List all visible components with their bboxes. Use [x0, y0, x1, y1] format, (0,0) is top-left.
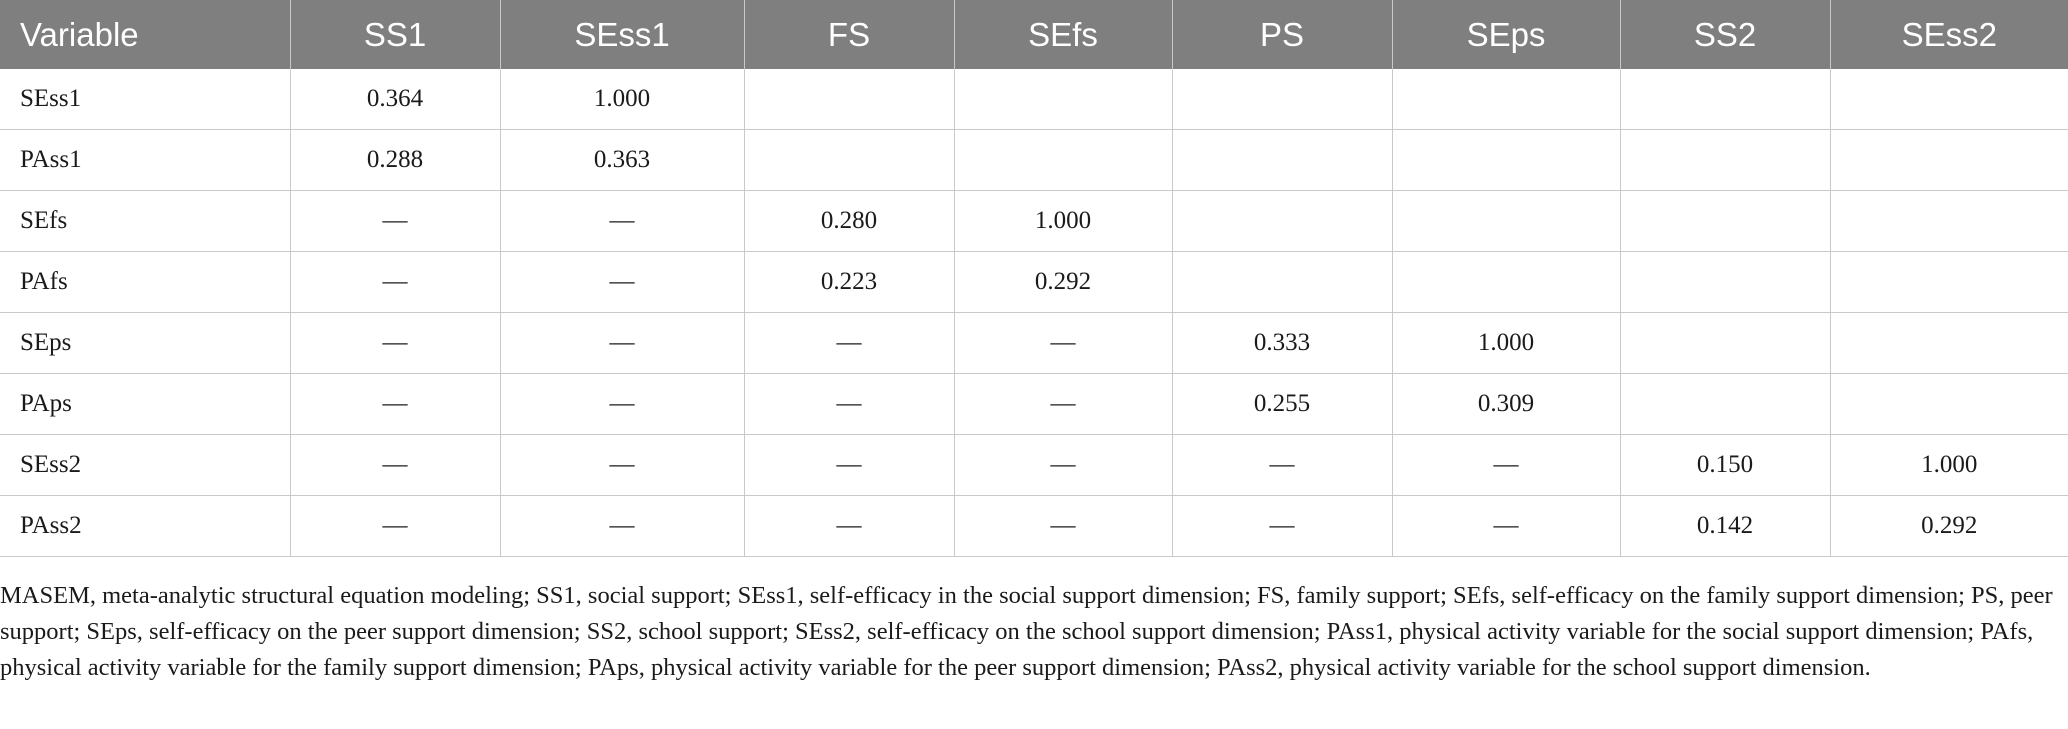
table-row: [0, 435, 2068, 496]
table-cell: [1392, 69, 1620, 130]
table-cell: —: [954, 374, 1172, 435]
table-cell: —: [290, 191, 500, 252]
table-cell: [1620, 69, 1830, 130]
row-label: SEss1: [0, 69, 290, 130]
table-cell: —: [1392, 435, 1620, 496]
table-cell: [1620, 313, 1830, 374]
row-label: SEss2: [0, 435, 290, 496]
table-cell: —: [744, 435, 954, 496]
table-cell: 0.280: [744, 191, 954, 252]
table-cell: [1172, 69, 1392, 130]
table-cell: —: [500, 313, 744, 374]
column-header-ss1: SS1: [290, 0, 500, 69]
table-cell: 0.255: [1172, 374, 1392, 435]
column-header-sefs: SEfs: [954, 0, 1172, 69]
table-cell: —: [290, 435, 500, 496]
table-cell: —: [500, 191, 744, 252]
table-row: [0, 69, 2068, 130]
table-cell: [1392, 252, 1620, 313]
table-cell: 0.309: [1392, 374, 1620, 435]
table-row: [0, 313, 2068, 374]
table-cell: —: [744, 313, 954, 374]
table-cell: 0.150: [1620, 435, 1830, 496]
table-row: [0, 130, 2068, 191]
table-cell: —: [500, 435, 744, 496]
table-footnote: MASEM, meta-analytic structural equation modeling; SS1, social support; SEss1, self-efficacy in the social support dimension; FS, family support; SEfs, self-efficacy on the family support dimension; PS, peer support; SEps, self-efficacy on the peer support dimension; SS2, school support; SEss2, self-efficacy on the school support dimension; PAss1, physical activity variable for the social support dimension; PAfs, physical activity variable for the family support dimension; PAps, physical activity variable for the peer support dimension; PAss2, physical activity variable for the school support dimension.: [0, 582, 2053, 681]
row-label: PAfs: [0, 252, 290, 313]
table-cell: —: [290, 313, 500, 374]
table-cell: [744, 69, 954, 130]
table-cell: —: [1392, 496, 1620, 557]
table-cell: 1.000: [1830, 435, 2068, 496]
table-cell: 1.000: [500, 69, 744, 130]
table-cell: —: [500, 252, 744, 313]
table-header-row: [0, 0, 2068, 69]
column-header-ss2: SS2: [1620, 0, 1830, 69]
table-cell: 0.142: [1620, 496, 1830, 557]
table-cell: —: [500, 496, 744, 557]
table-cell: 0.333: [1172, 313, 1392, 374]
table-cell: [1830, 130, 2068, 191]
table-row: [0, 191, 2068, 252]
table-body: [0, 69, 2068, 557]
table-cell: [1620, 252, 1830, 313]
table-row: [0, 252, 2068, 313]
table-cell: [744, 130, 954, 191]
column-header-fs: FS: [744, 0, 954, 69]
table-cell: [1830, 252, 2068, 313]
table-cell: —: [290, 374, 500, 435]
table-cell: —: [744, 496, 954, 557]
table-cell: —: [954, 496, 1172, 557]
table-row: [0, 374, 2068, 435]
table-cell: —: [290, 252, 500, 313]
table-cell: [1620, 130, 1830, 191]
table-cell: [1830, 191, 2068, 252]
row-label: SEps: [0, 313, 290, 374]
table-cell: —: [744, 374, 954, 435]
row-label: PAss2: [0, 496, 290, 557]
table-row: [0, 496, 2068, 557]
table-cell: 0.364: [290, 69, 500, 130]
table-cell: [1620, 374, 1830, 435]
table-cell: 0.292: [1830, 496, 2068, 557]
column-header-sess1: SEss1: [500, 0, 744, 69]
table-cell: —: [1172, 435, 1392, 496]
table-cell: 1.000: [1392, 313, 1620, 374]
column-header-ps: PS: [1172, 0, 1392, 69]
table-cell: [1172, 191, 1392, 252]
table-cell: [1830, 374, 2068, 435]
table-cell: [1172, 252, 1392, 313]
table-cell: —: [954, 313, 1172, 374]
table-cell: —: [290, 496, 500, 557]
table-cell: [1392, 191, 1620, 252]
table-cell: —: [1172, 496, 1392, 557]
table-cell: 1.000: [954, 191, 1172, 252]
table-cell: 0.292: [954, 252, 1172, 313]
column-header-seps: SEps: [1392, 0, 1620, 69]
table-cell: —: [954, 435, 1172, 496]
table-cell: [1620, 191, 1830, 252]
row-label: SEfs: [0, 191, 290, 252]
table-cell: [1830, 69, 2068, 130]
table-cell: [1172, 130, 1392, 191]
table-cell: —: [500, 374, 744, 435]
table-cell: 0.363: [500, 130, 744, 191]
table-cell: [954, 69, 1172, 130]
row-label: PAps: [0, 374, 290, 435]
table-cell: 0.288: [290, 130, 500, 191]
table-cell: 0.223: [744, 252, 954, 313]
column-header-sess2: SEss2: [1830, 0, 2068, 69]
table-cell: [1830, 313, 2068, 374]
column-header-variable: Variable: [0, 0, 290, 69]
row-label: PAss1: [0, 130, 290, 191]
table-cell: [954, 130, 1172, 191]
table-cell: [1392, 130, 1620, 191]
